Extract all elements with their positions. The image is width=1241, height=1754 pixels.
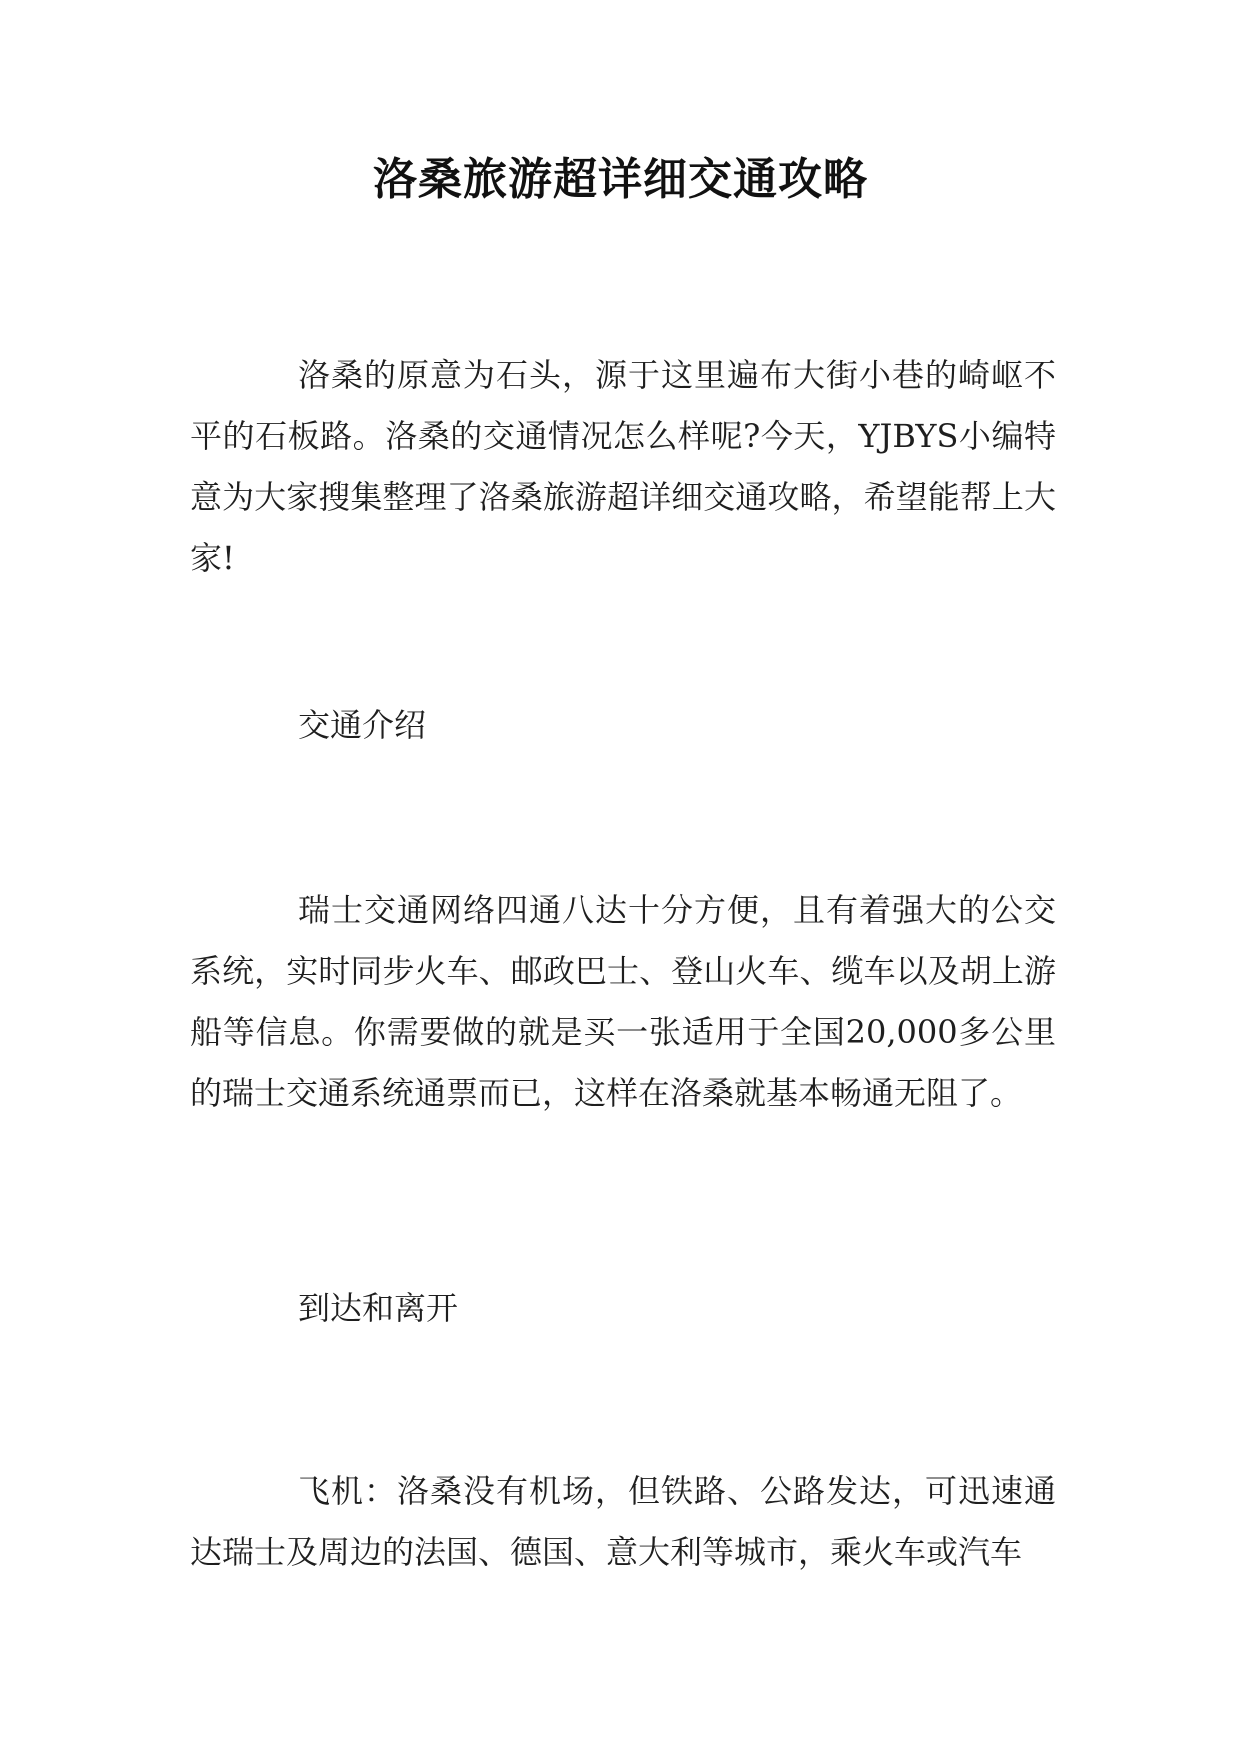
plane-paragraph: 飞机：洛桑没有机场，但铁路、公路发达，可迅速通达瑞士及周边的法国、德国、意大利等城市，乘火车或汽车 bbox=[190, 1472, 1056, 1571]
intro-paragraph: 洛桑的原意为石头，源于这里遍布大街小巷的崎岖不平的石板路。洛桑的交通情况怎么样呢?今天，YJBYS小编特意为大家搜集整理了洛桑旅游超详细交通攻略，希望能帮上大家! bbox=[190, 356, 1056, 577]
section-heading-arrive-leave: 到达和离开 bbox=[298, 1289, 459, 1327]
traffic-intro-paragraph: 瑞士交通网络四通八达十分方便，且有着强大的公交系统，实时同步火车、邮政巴士、登山火车、缆车以及胡上游船等信息。你需要做的就是买一张适用于全国20,000多公里的瑞士交通系统通票而已，这样在洛桑就基本畅通无阻了。 bbox=[190, 891, 1056, 1112]
section-heading-traffic: 交通介绍 bbox=[298, 706, 427, 744]
document-title: 洛桑旅游超详细交通攻略 bbox=[373, 154, 868, 205]
